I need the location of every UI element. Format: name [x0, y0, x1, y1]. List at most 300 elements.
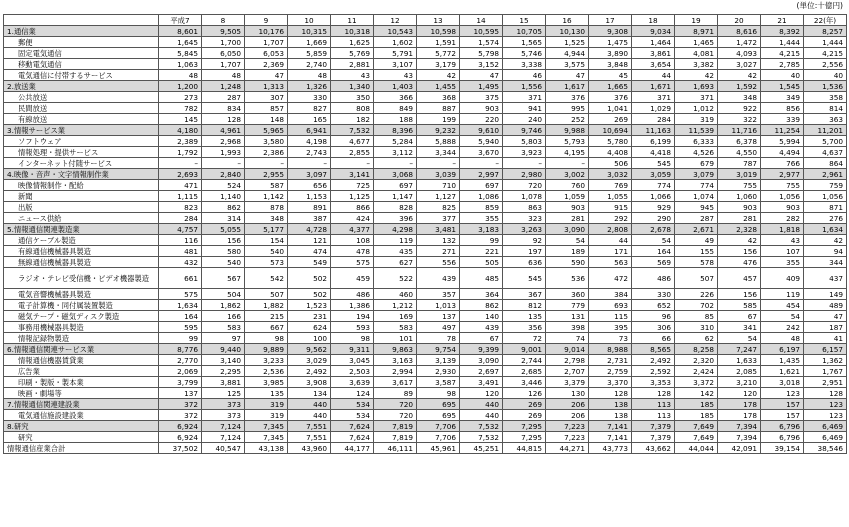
value-cell: 5,888: [417, 136, 460, 147]
value-cell: 145: [159, 114, 202, 125]
value-cell: 3,372: [675, 377, 718, 388]
value-cell: 1,362: [804, 355, 847, 366]
value-cell: 486: [632, 268, 675, 289]
value-cell: 43,662: [632, 443, 675, 454]
value-cell: 3,353: [632, 377, 675, 388]
value-cell: 128: [632, 388, 675, 399]
value-cell: 54: [546, 235, 589, 246]
value-cell: 157: [761, 410, 804, 421]
value-cell: 6,469: [804, 432, 847, 443]
value-cell: 1,444: [804, 37, 847, 48]
value-cell: 384: [589, 289, 632, 300]
value-cell: 348: [245, 213, 288, 224]
value-cell: 2,369: [245, 59, 288, 70]
value-cell: 2,785: [761, 59, 804, 70]
value-cell: 395: [589, 322, 632, 333]
value-cell: 121: [288, 235, 331, 246]
value-cell: 1,707: [202, 59, 245, 70]
value-cell: 1,665: [589, 81, 632, 92]
subcategory-row: [4, 158, 847, 169]
value-cell: 3,923: [503, 147, 546, 158]
value-cell: 1,525: [546, 37, 589, 48]
value-cell: 94: [804, 246, 847, 257]
value-cell: 10,595: [460, 26, 503, 37]
value-cell: 2,556: [804, 59, 847, 70]
value-cell: 376: [546, 92, 589, 103]
value-cell: 595: [159, 322, 202, 333]
value-cell: 45,251: [460, 443, 503, 454]
value-cell: 720: [374, 410, 417, 421]
row-label: 民間放送: [4, 103, 159, 114]
value-cell: 7,532: [460, 432, 503, 443]
year-header: 9: [245, 15, 288, 26]
value-cell: 42,091: [718, 443, 761, 454]
row-label: 新聞: [4, 191, 159, 202]
value-cell: 587: [245, 180, 288, 191]
value-cell: 481: [159, 246, 202, 257]
row-label: 通信ケーブル製造: [4, 235, 159, 246]
value-cell: –: [159, 158, 202, 169]
value-cell: 171: [589, 246, 632, 257]
value-cell: 2,389: [159, 136, 202, 147]
subcategory-row: [4, 191, 847, 202]
value-cell: 140: [460, 311, 503, 322]
value-cell: 1,444: [761, 37, 804, 48]
value-cell: 1,435: [761, 355, 804, 366]
year-header: 平成7: [159, 15, 202, 26]
value-cell: 7,223: [546, 421, 589, 432]
subcategory-row: [4, 37, 847, 48]
value-cell: 11,539: [675, 125, 718, 136]
value-cell: 862: [460, 300, 503, 311]
value-cell: 284: [159, 213, 202, 224]
value-cell: 11,254: [761, 125, 804, 136]
row-label: 5.情報通信関連製造業: [4, 224, 159, 235]
value-cell: 1,818: [761, 224, 804, 235]
value-cell: 3,039: [417, 169, 460, 180]
subcategory-row: [4, 432, 847, 443]
year-header: 12: [374, 15, 417, 26]
value-cell: 371: [503, 92, 546, 103]
subcategory-row: [4, 59, 847, 70]
value-cell: 9,988: [546, 125, 589, 136]
value-cell: 887: [417, 103, 460, 114]
value-cell: 1,475: [589, 37, 632, 48]
value-cell: 89: [374, 388, 417, 399]
value-cell: 575: [159, 289, 202, 300]
row-label: 情報通信産業合計: [4, 443, 159, 454]
value-cell: 8,396: [374, 125, 417, 136]
value-cell: 3,140: [202, 355, 245, 366]
value-cell: 8,257: [804, 26, 847, 37]
value-cell: 135: [245, 388, 288, 399]
value-cell: 5,780: [589, 136, 632, 147]
value-cell: 9,863: [374, 344, 417, 355]
value-cell: 323: [503, 213, 546, 224]
value-cell: 74: [546, 333, 589, 344]
value-cell: 440: [460, 410, 503, 421]
value-cell: 2,731: [589, 355, 632, 366]
value-cell: 3,079: [675, 169, 718, 180]
value-cell: 2,961: [804, 169, 847, 180]
value-cell: 787: [718, 158, 761, 169]
value-cell: 306: [632, 322, 675, 333]
value-cell: 7,649: [675, 421, 718, 432]
value-cell: 774: [632, 180, 675, 191]
value-cell: 583: [202, 322, 245, 333]
subcategory-row: [4, 355, 847, 366]
value-cell: 130: [546, 388, 589, 399]
value-cell: 1,700: [202, 37, 245, 48]
value-cell: 44,177: [331, 443, 374, 454]
value-cell: 3,090: [460, 355, 503, 366]
value-cell: 40: [804, 70, 847, 81]
value-cell: 1,127: [417, 191, 460, 202]
value-cell: 252: [546, 114, 589, 125]
value-cell: 123: [761, 388, 804, 399]
value-cell: 44: [632, 70, 675, 81]
value-cell: 437: [804, 268, 847, 289]
value-cell: 9,505: [202, 26, 245, 37]
value-cell: 766: [761, 158, 804, 169]
row-label: 電子計算機・同付属装置製造: [4, 300, 159, 311]
value-cell: 348: [718, 92, 761, 103]
value-cell: 123: [804, 410, 847, 421]
value-cell: 1,591: [417, 37, 460, 48]
value-cell: 823: [159, 202, 202, 213]
value-cell: 10,598: [417, 26, 460, 37]
value-cell: 221: [460, 246, 503, 257]
value-cell: 6,157: [804, 344, 847, 355]
value-cell: 7,124: [202, 432, 245, 443]
value-cell: 156: [202, 235, 245, 246]
value-cell: 3,890: [589, 48, 632, 59]
value-cell: 472: [589, 268, 632, 289]
value-cell: 5,284: [374, 136, 417, 147]
row-label: 有線通信機械器具製造: [4, 246, 159, 257]
value-cell: 137: [159, 388, 202, 399]
value-cell: 269: [589, 114, 632, 125]
value-cell: 3,090: [546, 224, 589, 235]
value-cell: 4,757: [159, 224, 202, 235]
category-row: [4, 344, 847, 355]
value-cell: 47: [804, 311, 847, 322]
value-cell: 5,700: [804, 136, 847, 147]
value-cell: 825: [417, 202, 460, 213]
value-cell: 360: [546, 289, 589, 300]
subcategory-row: [4, 70, 847, 81]
value-cell: 226: [675, 289, 718, 300]
value-cell: 78: [417, 333, 460, 344]
value-cell: 3,019: [718, 169, 761, 180]
year-header: 11: [331, 15, 374, 26]
value-cell: 489: [804, 300, 847, 311]
value-cell: 3,382: [675, 59, 718, 70]
value-cell: 507: [675, 268, 718, 289]
value-cell: 43,773: [589, 443, 632, 454]
value-cell: 5,177: [245, 224, 288, 235]
value-cell: 502: [288, 289, 331, 300]
value-cell: 7,141: [589, 432, 632, 443]
value-cell: 6,197: [761, 344, 804, 355]
value-cell: 11,163: [632, 125, 675, 136]
value-cell: 128: [202, 114, 245, 125]
value-cell: 2,951: [804, 377, 847, 388]
category-row: [4, 125, 847, 136]
value-cell: 6,053: [245, 48, 288, 59]
value-cell: 945: [675, 202, 718, 213]
value-cell: 42: [675, 70, 718, 81]
value-cell: 4,550: [718, 147, 761, 158]
value-cell: 3,799: [159, 377, 202, 388]
value-cell: 1,125: [331, 191, 374, 202]
value-cell: –: [245, 158, 288, 169]
value-cell: 43,960: [288, 443, 331, 454]
year-header: 17: [589, 15, 632, 26]
value-cell: 7,295: [503, 421, 546, 432]
value-cell: 7,706: [417, 432, 460, 443]
value-cell: 371: [675, 92, 718, 103]
value-cell: 695: [417, 399, 460, 410]
value-cell: 116: [159, 235, 202, 246]
value-cell: 3,446: [503, 377, 546, 388]
value-cell: 2,693: [159, 169, 202, 180]
value-cell: 661: [159, 268, 202, 289]
value-cell: 1,633: [718, 355, 761, 366]
value-cell: 178: [718, 399, 761, 410]
value-cell: 725: [331, 180, 374, 191]
value-cell: 182: [331, 114, 374, 125]
value-cell: 138: [589, 410, 632, 421]
value-cell: 3,908: [288, 377, 331, 388]
category-row: [4, 399, 847, 410]
value-cell: 6,378: [718, 136, 761, 147]
value-cell: 1,536: [804, 81, 847, 92]
row-label: インターネット付随サービス: [4, 158, 159, 169]
value-cell: 440: [288, 399, 331, 410]
value-cell: 1,386: [331, 300, 374, 311]
value-cell: 435: [374, 246, 417, 257]
value-cell: 1,056: [804, 191, 847, 202]
value-cell: 755: [761, 180, 804, 191]
value-cell: 1,455: [417, 81, 460, 92]
value-cell: 155: [675, 246, 718, 257]
value-cell: 2,671: [675, 224, 718, 235]
value-cell: 9,014: [546, 344, 589, 355]
value-cell: 7,247: [718, 344, 761, 355]
value-cell: 6,199: [632, 136, 675, 147]
value-cell: 485: [460, 268, 503, 289]
value-cell: 2,955: [245, 169, 288, 180]
value-cell: 1,403: [374, 81, 417, 92]
value-cell: 3,848: [589, 59, 632, 70]
value-cell: 4,198: [288, 136, 331, 147]
value-cell: 697: [460, 180, 503, 191]
value-cell: 3,163: [374, 355, 417, 366]
row-label: 7.情報通信関連建設業: [4, 399, 159, 410]
value-cell: 903: [718, 202, 761, 213]
value-cell: 856: [761, 103, 804, 114]
value-cell: 62: [675, 333, 718, 344]
value-cell: 1,634: [159, 300, 202, 311]
value-cell: 502: [288, 268, 331, 289]
value-cell: 1,523: [288, 300, 331, 311]
value-cell: 132: [417, 235, 460, 246]
year-header: 13: [417, 15, 460, 26]
year-header: 8: [202, 15, 245, 26]
year-header: 21: [761, 15, 804, 26]
value-cell: 2,295: [202, 366, 245, 377]
value-cell: 3,152: [460, 59, 503, 70]
value-cell: 7,295: [503, 432, 546, 443]
value-cell: 330: [632, 289, 675, 300]
value-cell: 120: [718, 388, 761, 399]
value-cell: 2,678: [632, 224, 675, 235]
value-cell: 474: [288, 246, 331, 257]
value-cell: 3,179: [417, 59, 460, 70]
value-cell: 3,139: [417, 355, 460, 366]
value-cell: 857: [245, 103, 288, 114]
row-label: 公共放送: [4, 92, 159, 103]
value-cell: 9,311: [331, 344, 374, 355]
value-cell: 101: [374, 333, 417, 344]
value-cell: 5,845: [159, 48, 202, 59]
value-cell: 2,744: [503, 355, 546, 366]
value-cell: 759: [804, 180, 847, 191]
value-cell: 178: [718, 410, 761, 421]
value-cell: 891: [288, 202, 331, 213]
value-cell: 4,195: [546, 147, 589, 158]
value-cell: –: [546, 158, 589, 169]
value-cell: 2,697: [460, 366, 503, 377]
value-cell: 1,326: [288, 81, 331, 92]
value-cell: 2,386: [245, 147, 288, 158]
value-cell: 44,044: [675, 443, 718, 454]
value-cell: 439: [460, 322, 503, 333]
value-cell: 627: [374, 257, 417, 268]
value-cell: 3,587: [417, 377, 460, 388]
value-cell: 319: [245, 399, 288, 410]
value-cell: 314: [202, 213, 245, 224]
value-cell: 4,637: [804, 147, 847, 158]
value-cell: 373: [202, 410, 245, 421]
value-cell: 373: [202, 399, 245, 410]
value-cell: 1,066: [632, 191, 675, 202]
value-cell: 169: [374, 311, 417, 322]
year-header: 18: [632, 15, 675, 26]
value-cell: 185: [675, 410, 718, 421]
value-cell: 98: [417, 388, 460, 399]
value-cell: 8,565: [632, 344, 675, 355]
value-cell: 556: [417, 257, 460, 268]
value-cell: 1,029: [632, 103, 675, 114]
value-cell: 8,601: [159, 26, 202, 37]
value-cell: 1,056: [761, 191, 804, 202]
value-cell: 3,344: [417, 147, 460, 158]
value-cell: 1,792: [159, 147, 202, 158]
value-cell: 319: [245, 410, 288, 421]
value-cell: 47: [546, 70, 589, 81]
value-cell: 424: [331, 213, 374, 224]
value-cell: 42: [718, 70, 761, 81]
value-cell: 808: [331, 103, 374, 114]
value-cell: 100: [288, 333, 331, 344]
value-cell: 2,855: [331, 147, 374, 158]
value-cell: 98: [245, 333, 288, 344]
subcategory-row: [4, 300, 847, 311]
value-cell: 702: [675, 300, 718, 311]
category-row: [4, 169, 847, 180]
value-cell: 1,059: [546, 191, 589, 202]
value-cell: 125: [202, 388, 245, 399]
value-cell: 2,592: [632, 366, 675, 377]
value-cell: 1,767: [804, 366, 847, 377]
value-cell: 1,634: [804, 224, 847, 235]
value-cell: 2,759: [589, 366, 632, 377]
value-cell: 7,532: [460, 421, 503, 432]
value-cell: 505: [460, 257, 503, 268]
value-cell: 11,201: [804, 125, 847, 136]
value-cell: 287: [202, 92, 245, 103]
value-cell: 903: [761, 202, 804, 213]
row-label: 電気通信に付帯するサービス: [4, 70, 159, 81]
value-cell: 339: [761, 114, 804, 125]
value-cell: 2,707: [546, 366, 589, 377]
value-cell: 636: [503, 257, 546, 268]
value-cell: 3,097: [288, 169, 331, 180]
value-cell: 128: [804, 388, 847, 399]
value-cell: 2,503: [331, 366, 374, 377]
value-cell: –: [460, 158, 503, 169]
value-cell: 1,669: [288, 37, 331, 48]
value-cell: 188: [374, 114, 417, 125]
value-cell: 4,377: [331, 224, 374, 235]
value-cell: 5,965: [245, 125, 288, 136]
value-cell: 929: [632, 202, 675, 213]
value-cell: 1,140: [202, 191, 245, 202]
value-cell: 573: [245, 257, 288, 268]
value-cell: 2,085: [718, 366, 761, 377]
value-cell: 540: [245, 246, 288, 257]
value-cell: –: [417, 158, 460, 169]
value-cell: 372: [159, 399, 202, 410]
value-cell: 38,546: [804, 443, 847, 454]
value-cell: 779: [546, 300, 589, 311]
subcategory-row: [4, 311, 847, 322]
value-cell: 7,819: [374, 432, 417, 443]
subcategory-row: [4, 377, 847, 388]
value-cell: 99: [460, 235, 503, 246]
value-cell: 48: [202, 70, 245, 81]
value-cell: 1,142: [245, 191, 288, 202]
row-label: 情報通信機器賃貸業: [4, 355, 159, 366]
value-cell: 330: [288, 92, 331, 103]
value-cell: 534: [331, 410, 374, 421]
value-cell: 7,394: [718, 421, 761, 432]
value-cell: 1,625: [331, 37, 374, 48]
value-cell: 45,961: [417, 443, 460, 454]
row-label: 映画・劇場等: [4, 388, 159, 399]
value-cell: 66: [632, 333, 675, 344]
value-cell: 115: [589, 311, 632, 322]
value-cell: 3,112: [374, 147, 417, 158]
value-cell: 542: [245, 268, 288, 289]
value-cell: 862: [202, 202, 245, 213]
value-cell: 276: [804, 213, 847, 224]
value-cell: 497: [417, 322, 460, 333]
value-cell: 48: [288, 70, 331, 81]
value-cell: 5,793: [546, 136, 589, 147]
